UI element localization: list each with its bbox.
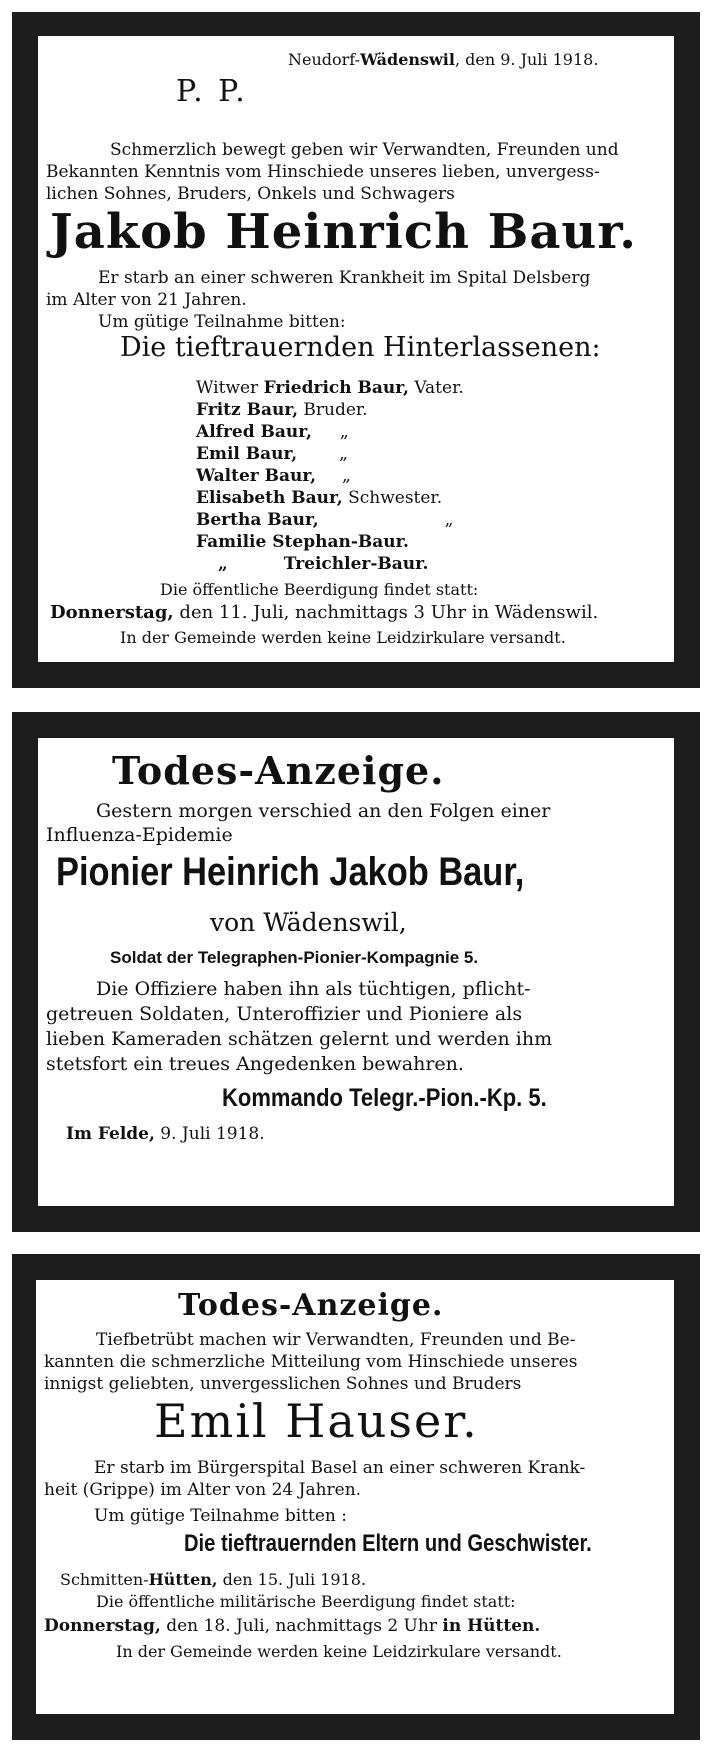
notice2-body-line: getreuen Soldaten, Unteroffizier und Pioniere als [46,1003,523,1025]
dateline-date: , den 9. Juli 1918. [454,50,599,69]
notice2-body-line: Die Offiziere haben ihn als tüchtigen, pflicht- [96,978,531,1000]
dateline-place-prefix: Schmitten- [60,1570,149,1589]
dateline-place: Hütten, [148,1570,218,1589]
mourner-relation: Vater. [408,378,464,398]
notice1-intro-line: Bekannten Kenntnis vom Hinschiede unseres lieben, unvergess- [46,162,600,182]
notice3-deceased-name: Emil Hauser. [154,1394,479,1448]
mourner-name: Walter Baur, [196,466,317,486]
notice1-no-circulars: In der Gemeinde werden keine Leidzirkulare versandt. [120,628,566,647]
notice3-death-line: heit (Grippe) im Alter von 24 Jahren. [44,1480,362,1500]
notice2-origin: von Wädenswil, [210,908,407,937]
notice1-death-line: im Alter von 21 Jahren. [46,290,247,310]
notice2-title: Todes-Anzeige. [112,748,445,793]
notice1-mourners-heading: Die tieftrauernden Hinterlassenen: [120,332,601,363]
mourner-relation: „ [339,444,348,464]
notice1-request: Um gütige Teilnahme bitten: [98,312,346,332]
funeral-place: in Hütten. [442,1616,541,1636]
mourner-name: Treichler-Baur. [283,554,429,574]
mourner-row [196,488,442,508]
mourner-row [196,510,453,530]
mourner-row [218,554,428,574]
mourner-row [196,400,368,420]
death-notice-baur-family [12,12,700,688]
funeral-details: den 18. Juli, nachmittags 2 Uhr [160,1616,443,1636]
notice3-mourners: Die tieftrauernden Eltern und Geschwister. [184,1530,592,1557]
notice1-intro-line: lichen Sohnes, Bruders, Onkels und Schwagers [46,184,455,204]
notice3-dateline [60,1570,366,1589]
notice1-funeral-intro: Die öffentliche Beerdigung findet statt: [160,580,479,599]
notice2-unit: Soldat der Telegraphen-Pionier-Kompagnie 5. [110,948,479,967]
mourner-prefix: Witwer [196,378,264,398]
mourner-relation: „ [444,510,454,530]
death-notice-pioneer-baur [12,712,700,1232]
notice3-funeral-date [44,1616,540,1636]
notice3-request: Um gütige Teilnahme bitten : [94,1506,347,1526]
dateline-place: Wädenswil [360,50,455,69]
notice2-intro-line: Gestern morgen verschied an den Folgen einer [96,800,551,822]
notice2-deceased-name: Pionier Heinrich Jakob Baur, [56,850,525,894]
notice1-funeral-date [50,602,598,623]
notice1-death-line: Er starb an einer schweren Krankheit im Spital Delsberg [98,268,591,288]
mourner-name: Bertha Baur, [196,510,319,530]
death-notice-emil-hauser [12,1254,700,1740]
mourner-relation: Bruder. [298,400,368,420]
notice3-intro-line: Tiefbetrübt machen wir Verwandten, Freunden und Be- [96,1330,576,1350]
notice2-dateline [66,1124,265,1144]
notice1-pp: P. P. [176,74,248,109]
mourner-row [196,532,409,552]
mourner-row [196,422,349,442]
notice1-deceased-name: Jakob Heinrich Baur. [50,204,637,260]
mourner-row [196,466,351,486]
mourner-row [196,444,348,464]
mourner-name: Friedrich Baur, [263,378,409,398]
mourner-prefix: „ [218,554,228,574]
notice3-intro-line: innigst geliebten, unvergesslichen Sohnes und Bruders [44,1374,522,1394]
mourner-relation: Schwester. [342,488,443,508]
notice2-intro-line: Influenza-Epidemie [46,824,233,846]
notice3-death-line: Er starb im Bürgerspital Basel an einer schweren Krank- [94,1458,586,1478]
mourner-relation: „ [342,466,351,486]
notice3-no-circulars: In der Gemeinde werden keine Leidzirkulare versandt. [116,1642,562,1661]
funeral-day: Donnerstag, [44,1616,161,1636]
notice3-funeral-intro: Die öffentliche militärische Beerdigung findet statt: [96,1592,516,1611]
mourner-name: Alfred Baur, [196,422,312,442]
notice2-body-line: lieben Kameraden schätzen gelernt und werden ihm [46,1028,553,1050]
mourner-name: Familie Stephan-Baur. [196,532,409,552]
mourner-name: Fritz Baur, [196,400,298,420]
funeral-day: Donnerstag, [50,602,174,623]
notice2-body-line: stetsfort ein treues Angedenken bewahren. [46,1053,464,1075]
notice3-intro-line: kannten die schmerzliche Mitteilung vom Hinschiede unseres [44,1352,578,1372]
notice1-dateline [288,50,598,69]
dateline-date: 9. Juli 1918. [154,1124,265,1144]
dateline-place-prefix: Neudorf- [288,50,361,69]
funeral-details: den 11. Juli, nachmittags 3 Uhr in Wädenswil. [173,602,599,623]
dateline-place: Im Felde, [66,1124,155,1144]
notice2-signature: Kommando Telegr.-Pion.-Kp. 5. [222,1084,547,1112]
mourner-relation: „ [339,422,349,442]
dateline-date: den 15. Juli 1918. [217,1570,367,1589]
notice1-intro-line: Schmerzlich bewegt geben wir Verwandten, Freunden und [110,140,619,160]
mourner-row [196,378,464,398]
notice3-title: Todes-Anzeige. [178,1288,444,1323]
mourner-name: Emil Baur, [196,444,298,464]
mourner-name: Elisabeth Baur, [196,488,343,508]
